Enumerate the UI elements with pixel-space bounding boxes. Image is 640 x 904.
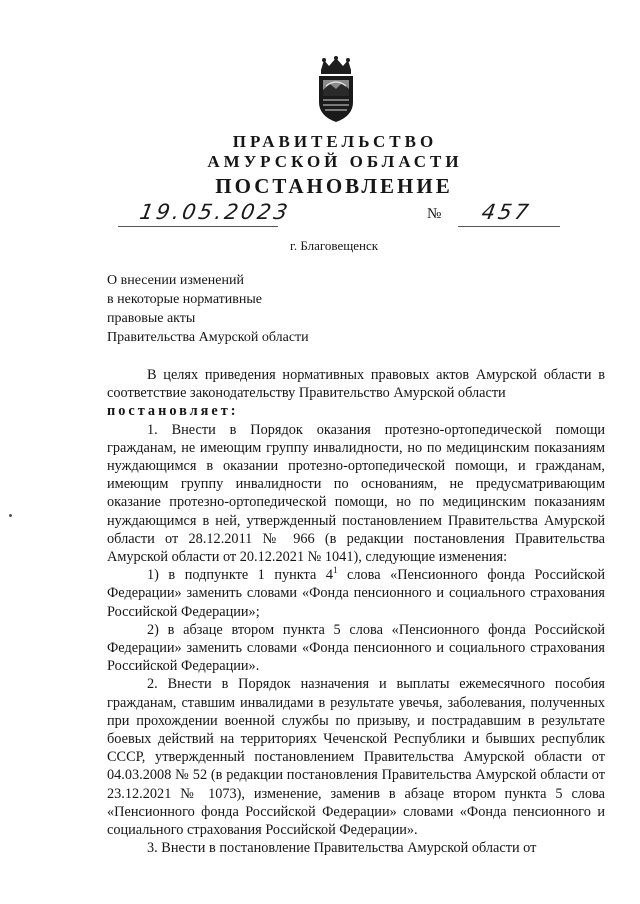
number-underline	[458, 226, 560, 227]
subject-line: правовые акты	[107, 311, 196, 326]
subject-line: О внесении изменений	[107, 273, 244, 288]
item-1-2-paragraph: 2) в абзаце втором пункта 5 слова «Пенсионного фонда Российской Федерации» заменить словами «Фонда пенсионного и социального страхования Российской Федерации».	[107, 621, 605, 675]
item-1-1-text-a: 1) в подпункте 1 пункта 4	[147, 567, 333, 584]
item-1-1-superscript: 1	[333, 565, 338, 576]
coat-of-arms-icon	[315, 56, 357, 124]
scan-speck	[9, 514, 12, 517]
subject-line: в некоторые нормативные	[107, 292, 263, 307]
decree-word: постановляет:	[107, 403, 239, 420]
item-1-1-text-b: слова «Пенсионного фонда Российской Федерации» заменить словами «Фонда пенсионного и социального страхования Российской Федерации»;	[107, 567, 605, 620]
document-type-title: ПОСТАНОВЛЕНИЕ	[215, 174, 453, 198]
number-label: №	[427, 206, 442, 222]
preamble-paragraph: В целях приведения нормативных правовых актов Амурской области в соответствие законодательству Правительство Амурской области	[107, 367, 605, 402]
item-1-1-paragraph	[107, 566, 605, 621]
document-body	[107, 366, 605, 857]
organization-name-line1: ПРАВИТЕЛЬСТВО	[232, 132, 438, 151]
date-underline	[118, 226, 278, 227]
item-2-paragraph: 2. Внести в Порядок назначения и выплаты ежемесячного пособия гражданам, ставшим инвалидами в результате увечья, заболевания, полученных при прохождении военной службы по призыву, и пострадавшим в результате боевых действий на территориях Чеченской Республики и бывших республик СССР, утвержденный постановлением Правительства Амурской области от 04.03.2008 № 52 (в редакции постановления Правительства Амурской области от 23.12.2021 № 1073), изменение, заменив в абзаце втором пункта 5 слова «Пенсионного фонда Российской Федерации» словами «Фонда пенсионного и социального страхования Российской Федерации».	[107, 676, 605, 839]
item-1-paragraph: 1. Внести в Порядок оказания протезно-ортопедической помощи гражданам, не имеющим группу инвалидности, но по медицинским показаниям нуждающимся в оказании протезно-ортопедической помощи, и гражданам, имеющим группу инвалидности по основаниям, не предусматривающим оказание протезно-ортопедической помощи, но по медицинским показаниям нуждающимся в ней, утвержденный постановлением Правительства Амурской области от 28.12.2011 № 966 (в редакции постановления Правительства Амурской области от 20.12.2021 № 1041), следующие изменения:	[107, 421, 605, 566]
document-date: 19.05.2023	[137, 200, 293, 224]
city-name: г. Благовещенск	[289, 238, 379, 253]
organization-name-line2: АМУРСКОЙ ОБЛАСТИ	[207, 152, 463, 171]
subject-line: Правительства Амурской области	[107, 330, 309, 345]
item-3-paragraph: 3. Внести в постановление Правительства Амурской области от	[147, 840, 537, 857]
document-number: 457	[479, 200, 534, 224]
decree-word-paragraph	[107, 402, 605, 420]
document-subject	[107, 271, 309, 347]
